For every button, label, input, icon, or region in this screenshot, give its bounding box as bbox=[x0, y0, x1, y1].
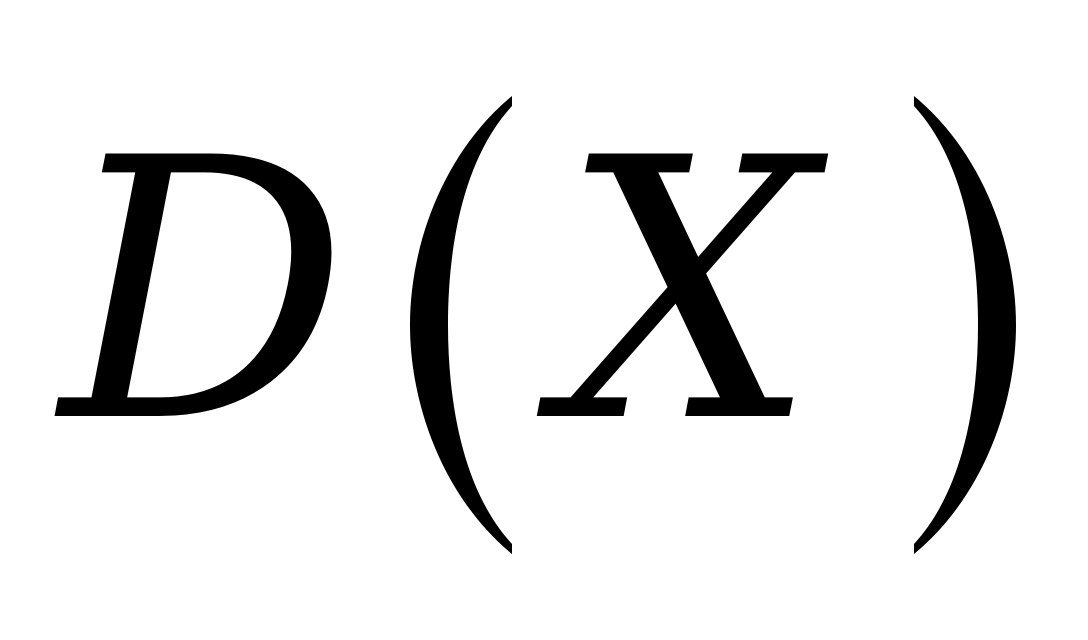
argument-symbol: X bbox=[560, 82, 817, 501]
right-parenthesis bbox=[908, 96, 1018, 554]
left-parenthesis bbox=[408, 96, 518, 554]
function-symbol: D bbox=[60, 82, 349, 501]
